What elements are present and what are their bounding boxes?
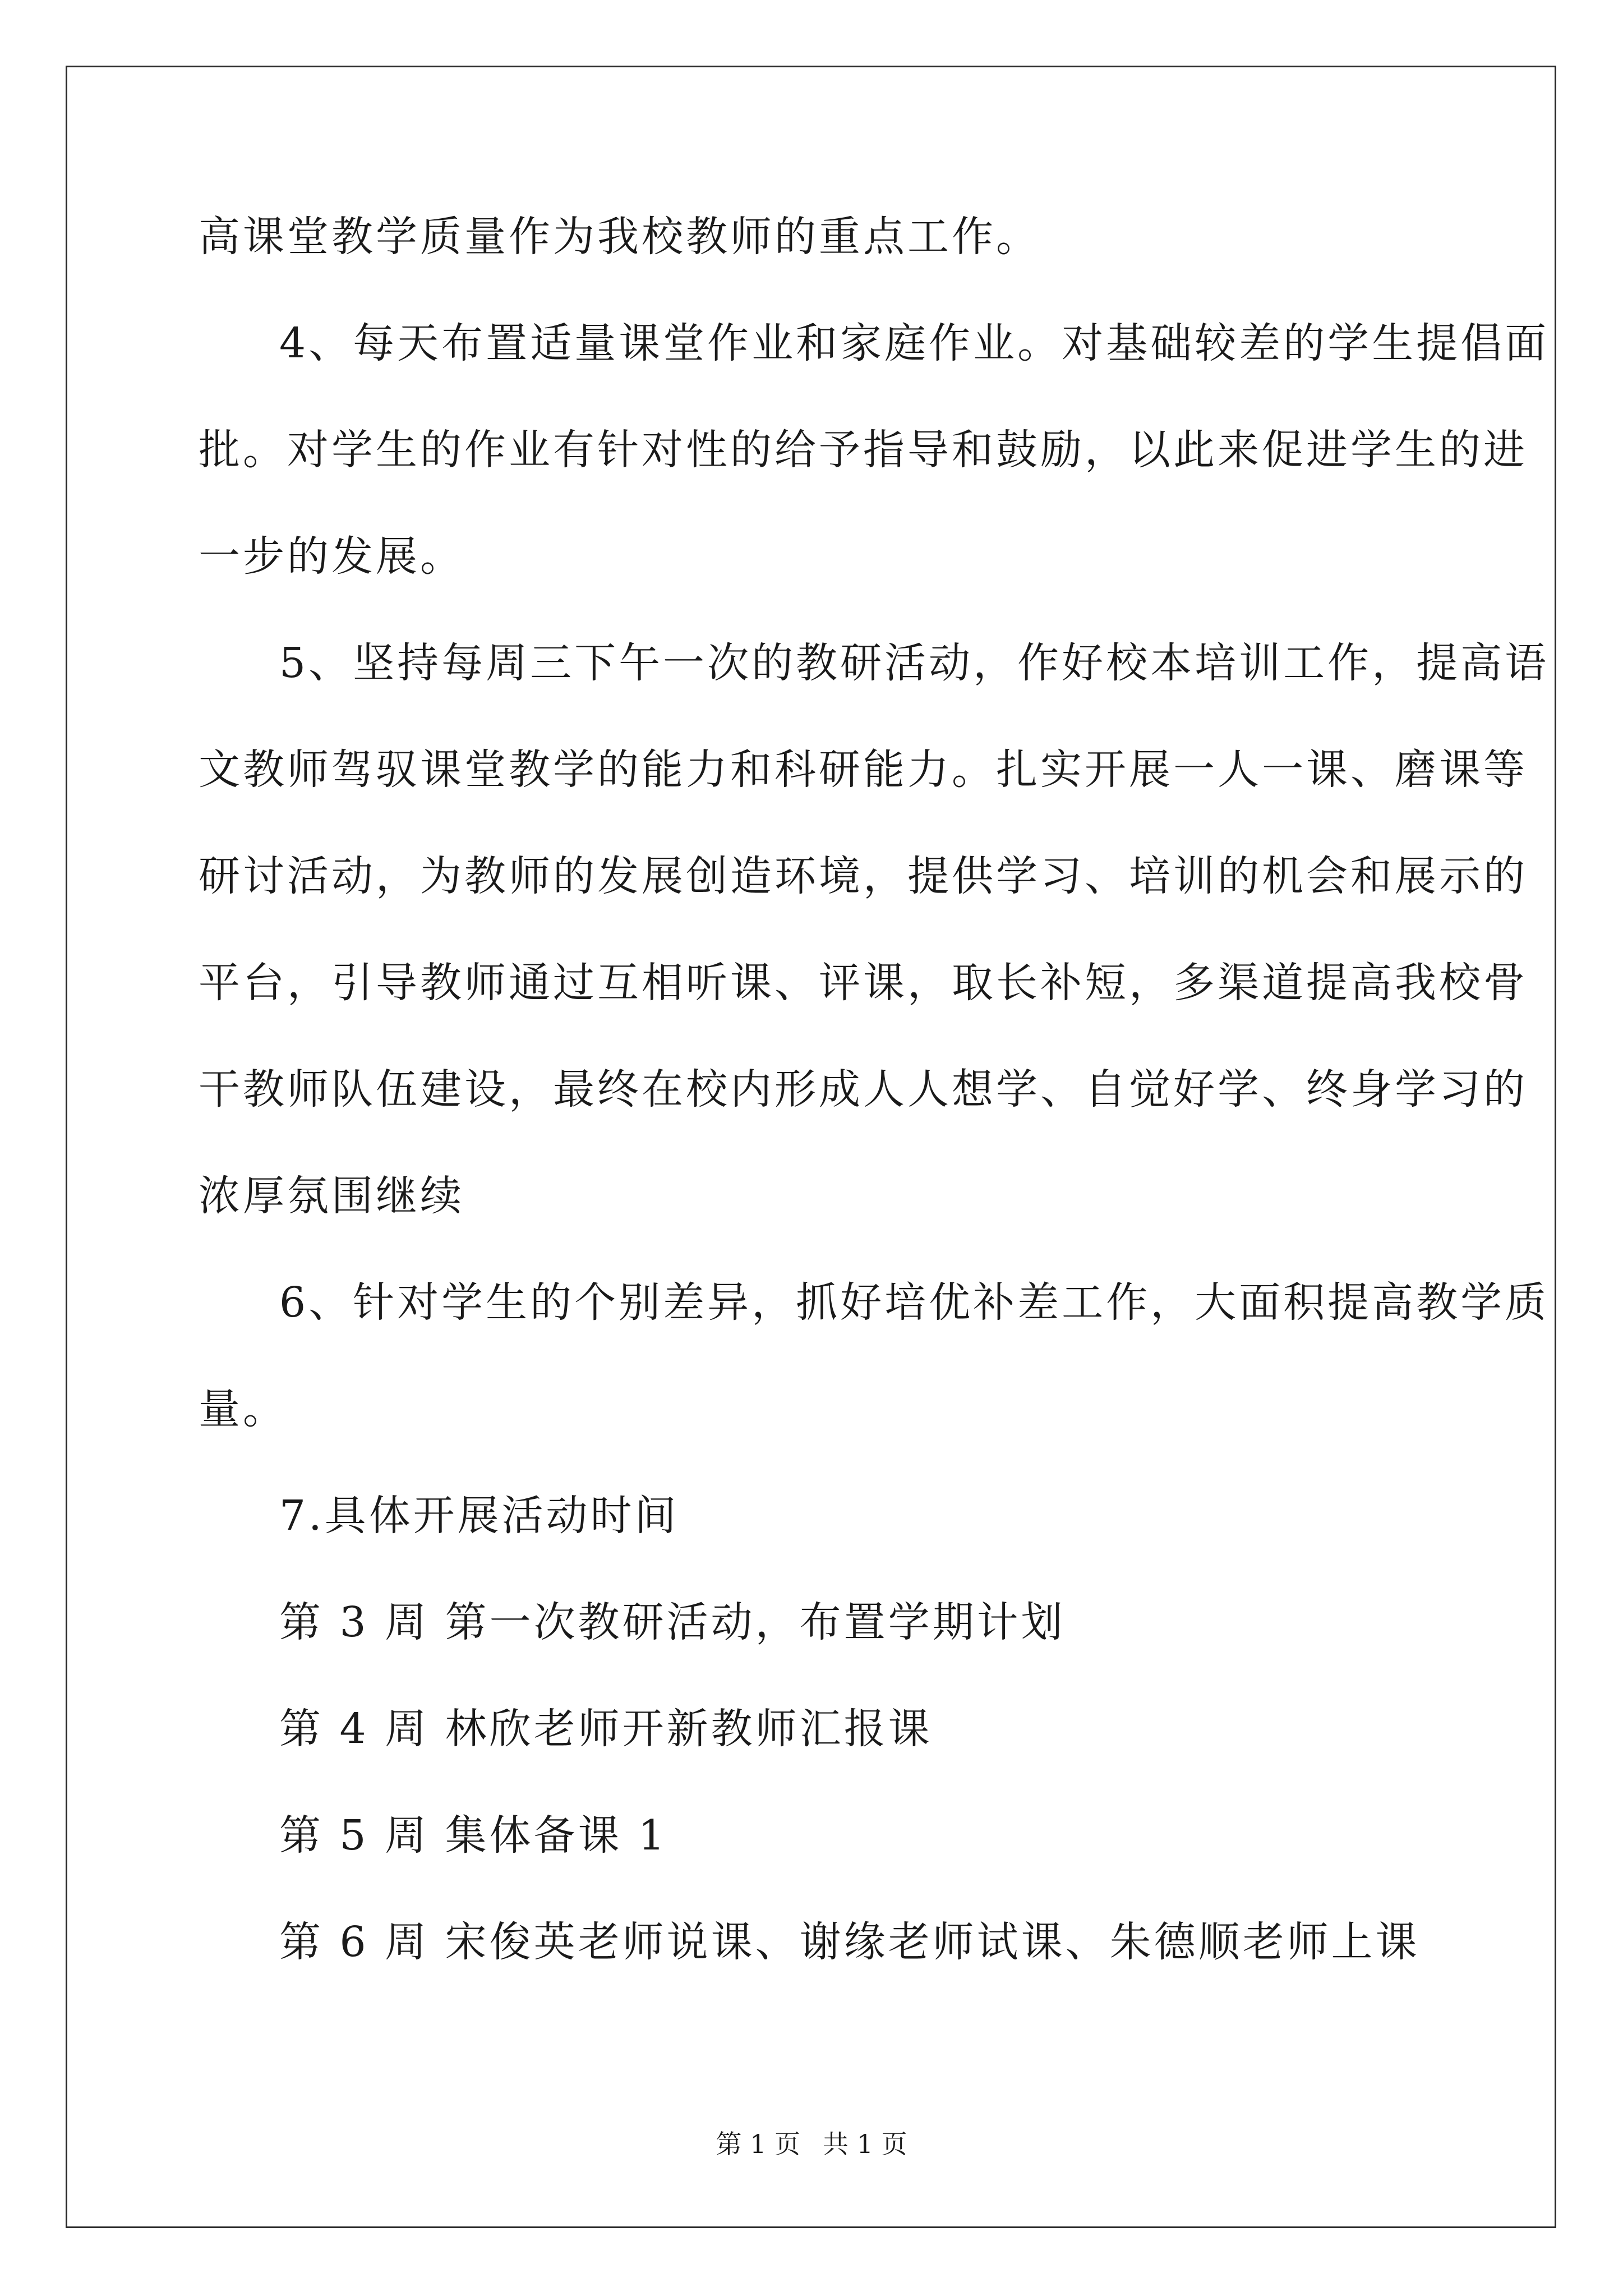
text-line: 第 6 周 宋俊英老师说课、谢缘老师试课、朱德顺老师上课 (279, 1918, 1420, 1966)
document-body (199, 210, 1550, 1969)
paragraph (199, 1489, 1432, 1543)
text-line: 高课堂教学质量作为我校教师的重点工作。 (199, 213, 1040, 261)
text-line: 一步的发展。 (199, 532, 464, 581)
paragraph (199, 1276, 1550, 1436)
text-line: 5、坚持每周三下午一次的教研活动，作好校本培训工作，提高语 (279, 639, 1550, 687)
text-line: 第 5 周 集体备课 1 (279, 1811, 668, 1860)
text-line: 平台，引导教师通过互相听课、评课，取长补短，多渠道提高我校骨 (199, 959, 1528, 1007)
text-line: 6、针对学生的个别差异，抓好培优补差工作，大面积提高教学质 (279, 1278, 1550, 1327)
text-line: 文教师驾驭课堂教学的能力和科研能力。扎实开展一人一课、磨课等 (199, 746, 1528, 794)
text-line: 浓厚氛围继续 (199, 1172, 464, 1220)
text-line: 7.具体开展活动时间 (279, 1492, 679, 1540)
text-line: 第 4 周 林欣老师开新教师汇报课 (279, 1705, 933, 1753)
page-footer (0, 2127, 1623, 2161)
text-line: 4、每天布置适量课堂作业和家庭作业。对基础较差的学生提倡面 (279, 319, 1550, 367)
text-line: 研讨活动，为教师的发展创造环境，提供学习、培训的机会和展示的 (199, 852, 1528, 900)
paragraph (199, 637, 1550, 1223)
schedule-item (199, 1916, 1432, 1969)
paragraph (199, 317, 1550, 583)
schedule-item (199, 1596, 1432, 1649)
schedule-item (199, 1703, 1432, 1756)
schedule-item (199, 1809, 1432, 1862)
text-line: 第 3 周 第一次教研活动，布置学期计划 (279, 1598, 1066, 1646)
paragraph (199, 210, 1432, 264)
page-number: 第 1 页 (716, 2129, 800, 2159)
page-total: 共 1 页 (823, 2129, 907, 2159)
text-line: 批。对学生的作业有针对性的给予指导和鼓励，以此来促进学生的进 (199, 426, 1528, 474)
text-line: 量。 (199, 1385, 287, 1433)
text-line: 干教师队伍建设，最终在校内形成人人想学、自觉好学、终身学习的 (199, 1065, 1528, 1114)
